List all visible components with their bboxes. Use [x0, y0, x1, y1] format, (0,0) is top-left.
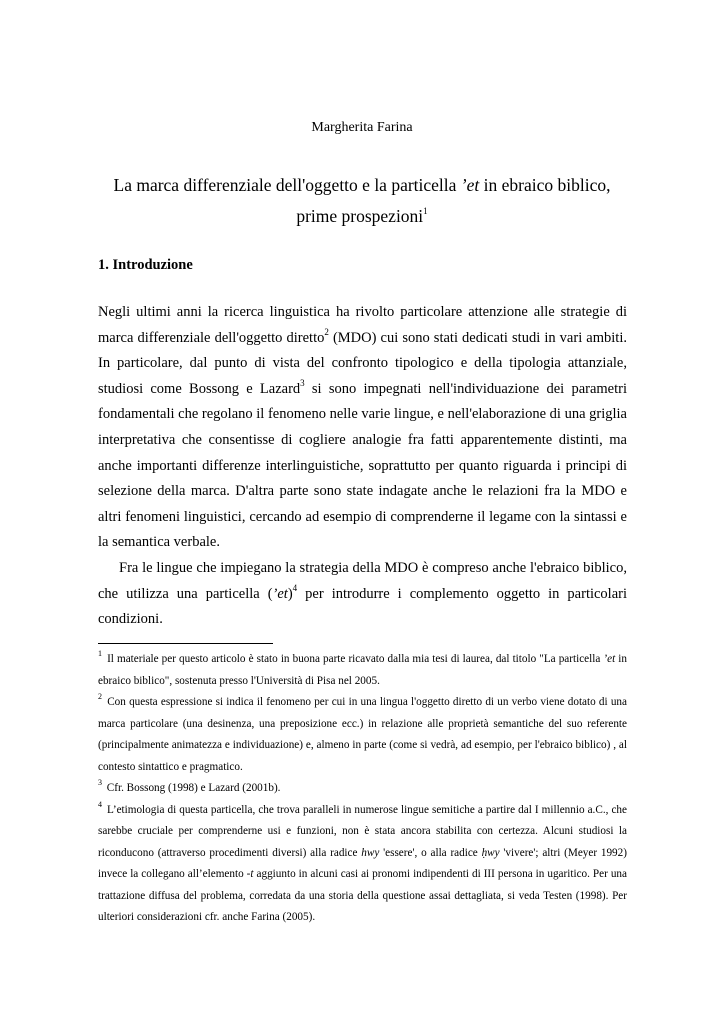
section-heading: 1. Introduzione — [98, 257, 193, 273]
title-italic-particle: ’et — [460, 175, 480, 195]
footnote-ref-4: 4 — [292, 582, 298, 593]
paragraph-2 — [98, 556, 627, 633]
footnote-2-number: 2 — [98, 692, 102, 702]
body-text — [98, 300, 627, 633]
title-line1-end: in ebraico biblico, — [479, 175, 611, 195]
footnote-1-number: 1 — [98, 649, 102, 659]
footnote-1 — [98, 649, 627, 692]
footnote-2-text: Con questa espressione si indica il fenomeno per cui in una lingua l'oggetto diretto di un verbo viene dotato di una marca particolare (una desinenza, una preposizione ecc.) in relazione alle proprietà semantiche del suo referente (principalmente animatezza e individuazione) e, almeno in parte (come si vedrà, ad esempio, per l'ebraico biblico) , al contesto sintattico e pragmatico. — [98, 696, 627, 773]
p1-text-b: (MDO) cui sono stati dedicati studi in vari ambiti. In particolare, dal punto di vista del confronto tipologico e della tipologia attanziale, studiosi come Bossong e Lazard — [98, 329, 627, 397]
p2-text-a: Fra le lingue che impiegano la strategia della MDO è compreso anche l'ebraico biblico, che utilizza una particella ( — [98, 559, 627, 602]
author-name: Margherita Farina — [311, 120, 413, 135]
title-line1-text: La marca differenziale dell'oggetto e la particella — [113, 175, 461, 195]
footnote-4-italic-hwy-2: ḥwy — [481, 846, 500, 859]
p2-italic-particle: ’et — [272, 585, 288, 602]
footnote-4-text-c: 'vivere'; altri (Meyer 1992) invece la collegano all’elemento — [98, 846, 627, 880]
footnote-3 — [98, 778, 627, 800]
p1-text-a: Negli ultimi anni la ricerca linguistica ha rivolto particolare attenzione alle strategie di marca differenziale dell'oggetto diretto — [98, 304, 627, 346]
footnote-separator — [98, 643, 273, 644]
footnote-4-text-d: aggiunto in alcuni casi ai pronomi indipendenti di III persona in ugaritico. Per una trattazione diffusa del problema, corredata da una storia della questione assai dettagliata, si veda Testen (1998). Per ulteriori considerazioni cfr. anche Farina (2005). — [98, 868, 627, 923]
footnotes — [98, 649, 627, 929]
paper-title — [0, 170, 724, 232]
footnote-3-number: 3 — [98, 778, 102, 788]
footnote-4-italic-hwy: hwy — [361, 846, 380, 859]
footnote-4-text-b: 'essere', o alla radice — [379, 846, 482, 859]
footnote-1-italic: ’et — [603, 653, 616, 665]
p1-text-c: si sono impegnati nell'individuazione dei parametri fondamentali che regolano il fenomeno nelle varie lingue, e nell'elaborazione di una griglia interpretativa che consentisse di cogliere analogie fra fatti apparentemente distinti, ma anche importanti differenze interlinguistiche, soprattutto per quanto riguarda i principi di selezione della marca. D'altra parte sono state indagate anche le relazioni fra la MDO e altri fenomeni linguistici, cercando ad esempio di comprenderne il legame con la sintassi e la semantica verbale. — [98, 380, 627, 551]
title-line2-text: prime prospezioni — [296, 206, 424, 226]
footnote-1-text-a: Il materiale per questo articolo è stato in buona parte ricavato dalla mia tesi di laurea, dal titolo "La particella — [104, 653, 604, 665]
footnote-1-text-b: in ebraico biblico", sostenuta presso l'Università di Pisa nel 2005. — [98, 653, 627, 687]
title-line2 — [0, 201, 724, 232]
paragraph-1 — [98, 300, 627, 556]
footnote-4 — [98, 800, 627, 929]
footnote-4-italic-t: -t — [246, 868, 254, 880]
footnote-4-number: 4 — [98, 799, 102, 809]
footnote-ref-3: 3 — [300, 377, 305, 388]
title-footnote-ref: 1 — [423, 206, 428, 217]
footnote-2 — [98, 692, 627, 778]
p2-text-c: per introdurre i complemento oggetto in particolari condizioni. — [98, 585, 628, 628]
footnote-ref-2: 2 — [324, 326, 329, 337]
p2-text-b: ) — [287, 585, 293, 602]
footnote-3-text: Cfr. Bossong (1998) e Lazard (2001b). — [104, 782, 281, 794]
footnote-4-text-a: L’etimologia di questa particella, che trova paralleli in numerose lingue semitiche a partire dal I millennio a.C., che sarebbe cruciale per comprenderne usi e funzioni, non è stata ancora stabilita con certezza. Alcuni studiosi la riconducono (attraverso procedimenti diversi) alla radice — [98, 803, 627, 859]
